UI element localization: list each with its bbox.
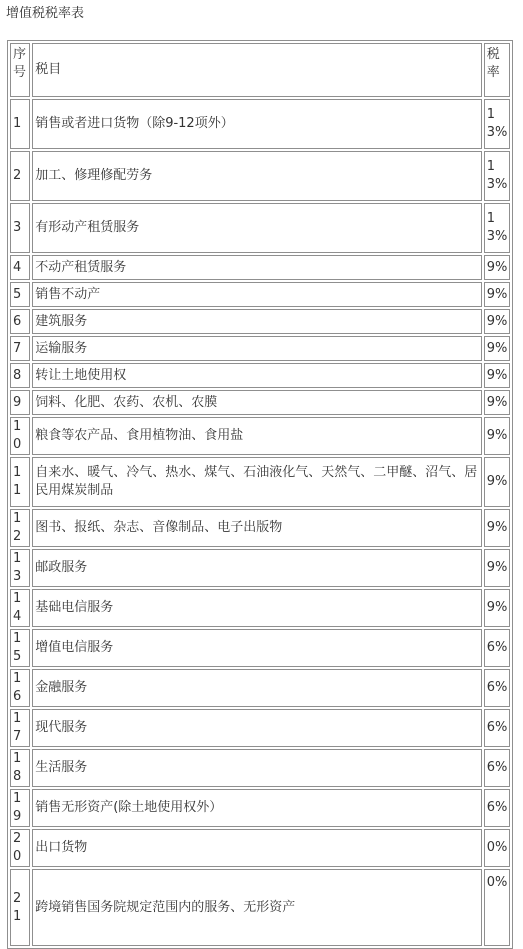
table-row — [10, 99, 510, 149]
cell-rate: 9% — [484, 336, 510, 361]
cell-no: 21 — [10, 869, 30, 946]
table-row — [10, 869, 510, 946]
cell-rate: 9% — [484, 309, 510, 334]
cell-no: 11 — [10, 457, 30, 507]
table-row — [10, 549, 510, 587]
cell-item: 基础电信服务 — [32, 589, 482, 627]
table-row — [10, 669, 510, 707]
cell-rate: 9% — [484, 457, 510, 507]
table-row — [10, 151, 510, 201]
cell-item: 图书、报纸、杂志、音像制品、电子出版物 — [32, 509, 482, 547]
cell-item: 粮食等农产品、食用植物油、食用盐 — [32, 417, 482, 455]
cell-item: 饲料、化肥、农药、农机、农膜 — [32, 390, 482, 415]
cell-rate: 6% — [484, 789, 510, 827]
table-row — [10, 789, 510, 827]
table-row — [10, 749, 510, 787]
table-row — [10, 203, 510, 253]
cell-no: 20 — [10, 829, 30, 867]
header-no: 序号 — [10, 43, 30, 97]
cell-no: 16 — [10, 669, 30, 707]
cell-no: 17 — [10, 709, 30, 747]
cell-item: 增值电信服务 — [32, 629, 482, 667]
cell-no: 4 — [10, 255, 30, 280]
table-header-row — [10, 43, 510, 97]
cell-no: 12 — [10, 509, 30, 547]
cell-rate: 9% — [484, 589, 510, 627]
table-row — [10, 363, 510, 388]
tax-rate-table-container — [7, 40, 513, 949]
cell-item: 加工、修理修配劳务 — [32, 151, 482, 201]
cell-item: 销售无形资产(除土地使用权外） — [32, 789, 482, 827]
cell-rate: 9% — [484, 417, 510, 455]
cell-item: 运输服务 — [32, 336, 482, 361]
cell-no: 10 — [10, 417, 30, 455]
cell-item: 转让土地使用权 — [32, 363, 482, 388]
cell-no: 15 — [10, 629, 30, 667]
cell-no: 2 — [10, 151, 30, 201]
table-row — [10, 282, 510, 307]
cell-rate: 9% — [484, 255, 510, 280]
cell-no: 19 — [10, 789, 30, 827]
cell-item: 建筑服务 — [32, 309, 482, 334]
cell-rate: 9% — [484, 549, 510, 587]
cell-rate: 6% — [484, 629, 510, 667]
cell-rate: 6% — [484, 669, 510, 707]
cell-no: 13 — [10, 549, 30, 587]
cell-item: 出口货物 — [32, 829, 482, 867]
header-rate: 税率 — [484, 43, 510, 97]
cell-item: 销售不动产 — [32, 282, 482, 307]
cell-item: 生活服务 — [32, 749, 482, 787]
cell-no: 14 — [10, 589, 30, 627]
page-title: 增值税税率表 — [6, 6, 85, 21]
cell-no: 6 — [10, 309, 30, 334]
table-row — [10, 629, 510, 667]
table-row — [10, 255, 510, 280]
cell-item: 现代服务 — [32, 709, 482, 747]
cell-rate: 6% — [484, 709, 510, 747]
table-row — [10, 457, 510, 507]
table-row — [10, 390, 510, 415]
cell-no: 1 — [10, 99, 30, 149]
table-row — [10, 829, 510, 867]
table-row — [10, 709, 510, 747]
cell-rate: 13% — [484, 151, 510, 201]
cell-rate: 9% — [484, 282, 510, 307]
cell-rate: 6% — [484, 749, 510, 787]
cell-rate: 9% — [484, 363, 510, 388]
cell-item: 自来水、暖气、冷气、热水、煤气、石油液化气、天然气、二甲醚、沼气、居民用煤炭制品 — [32, 457, 482, 507]
cell-rate: 13% — [484, 203, 510, 253]
tax-rate-table — [7, 40, 513, 949]
cell-rate: 0% — [484, 829, 510, 867]
table-row — [10, 589, 510, 627]
cell-item: 金融服务 — [32, 669, 482, 707]
cell-no: 5 — [10, 282, 30, 307]
cell-item: 有形动产租赁服务 — [32, 203, 482, 253]
cell-item: 销售或者进口货物（除9-12项外） — [32, 99, 482, 149]
cell-rate: 9% — [484, 390, 510, 415]
cell-item: 跨境销售国务院规定范围内的服务、无形资产 — [32, 869, 482, 946]
cell-no: 8 — [10, 363, 30, 388]
cell-rate: 0% — [484, 869, 510, 946]
cell-rate: 13% — [484, 99, 510, 149]
cell-rate: 9% — [484, 509, 510, 547]
cell-item: 不动产租赁服务 — [32, 255, 482, 280]
cell-no: 7 — [10, 336, 30, 361]
table-row — [10, 417, 510, 455]
cell-no: 9 — [10, 390, 30, 415]
table-row — [10, 336, 510, 361]
cell-item: 邮政服务 — [32, 549, 482, 587]
header-item: 税目 — [32, 43, 482, 97]
table-row — [10, 309, 510, 334]
table-row — [10, 509, 510, 547]
cell-no: 3 — [10, 203, 30, 253]
cell-no: 18 — [10, 749, 30, 787]
